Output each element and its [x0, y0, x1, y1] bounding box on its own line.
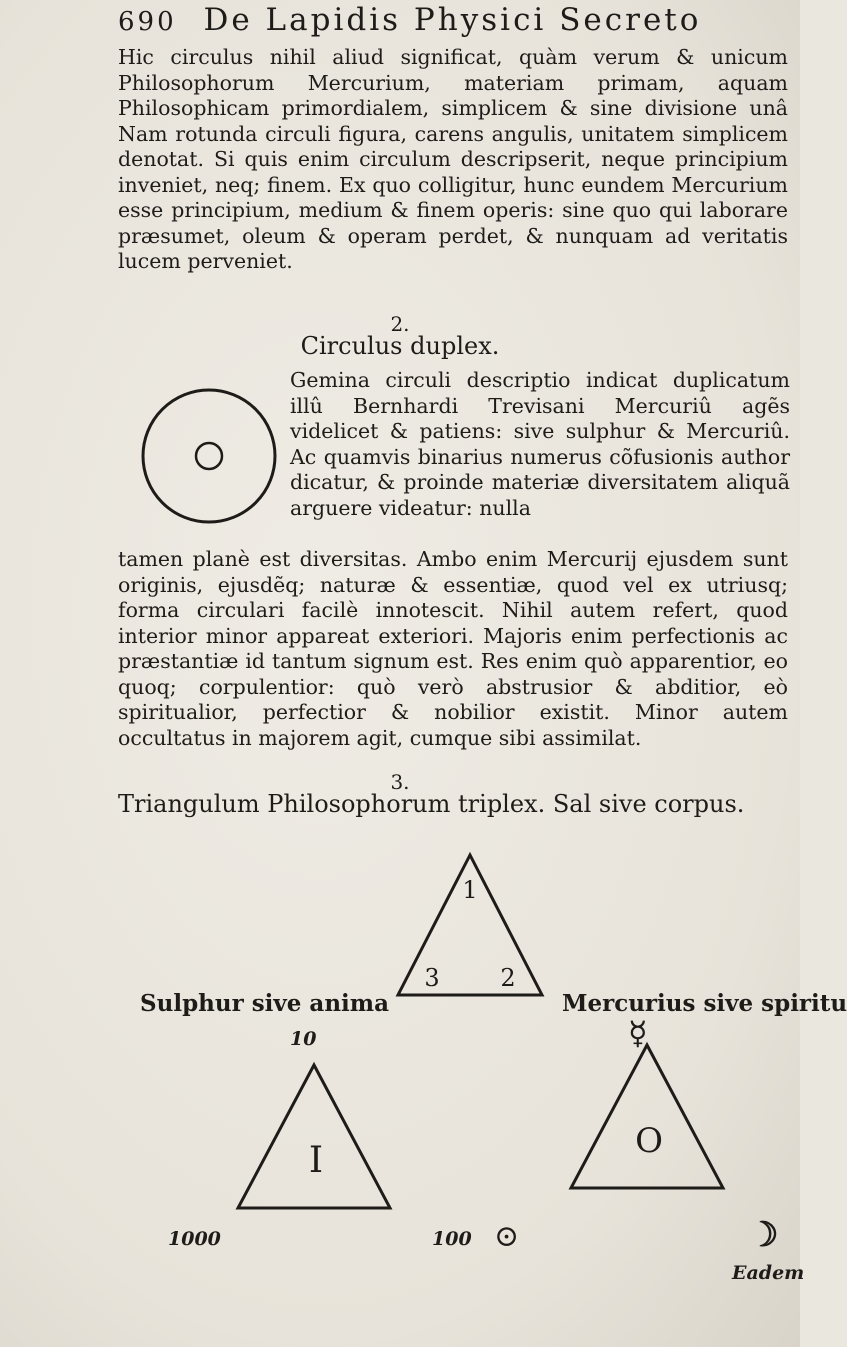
section-2-title: Circulus duplex.: [300, 332, 500, 360]
section-2-text-full: tamen planè est diversitas. Ambo enim Mercurij ejusdem sunt originis, ejusdẽq; naturæ & essentiæ, quod vel ex utriusq; forma circulari facilè innotescit. Nihil autem refert, quod interior minor appareat exteriori. Majoris enim perfectionis ac præstantiæ id tantum signum est. Res enim quò apparentior, eo quoq; corpulentior: quò verò abstrusior & abditior, eò spiritualior, perfectior & nobilior existit. Minor autem occultatus in majorem agit, cumque sibi assimilat.: [118, 547, 788, 750]
page-number: 690: [118, 7, 177, 37]
moon-symbol-icon: ☽: [748, 1215, 779, 1255]
number-100: 100: [432, 1228, 472, 1250]
left-triangle-figure: [232, 1060, 396, 1214]
section-2-text-beside-figure: [290, 368, 790, 521]
section-2-text-full-width: [118, 547, 788, 751]
paragraph-1: [118, 45, 788, 275]
catchword: Eadem: [732, 1262, 805, 1284]
right-triangle-figure: [565, 1040, 729, 1194]
top-triangle-label-top: 1: [462, 876, 478, 904]
top-triangle-label-right: 2: [500, 964, 516, 992]
top-triangle-label-left: 3: [424, 964, 440, 992]
label-mercurius: Mercurius sive spiritu: [562, 990, 847, 1017]
sun-symbol-icon: ⊙: [494, 1219, 520, 1254]
running-header: [118, 2, 758, 42]
section-2-number: 2.: [390, 312, 410, 336]
number-1000: 1000: [168, 1228, 221, 1250]
section-2-text-beside: Gemina circuli descriptio indicat duplicatum illû Bernhardi Trevisani Mercuriû agẽs videlicet & patiens: sive sulphur & Mercuriû. Ac quamvis binarius numerus cõfusionis author dicatur, & proinde materiæ diversitatem aliquã arguere videatur: nulla: [290, 368, 790, 520]
right-triangle-label: O: [635, 1121, 663, 1161]
running-title: De Lapidis Physici Secreto: [203, 2, 702, 38]
number-10: 10: [290, 1028, 317, 1050]
section-3-number: 3.: [390, 770, 410, 794]
paragraph-1-text: Hic circulus nihil aliud significat, quàm verum & unicum Philosophorum Mercurium, materiam primam, aquam Philosophicam primordialem, simplicem & sine divisione unâ Nam rotunda circuli figura, carens angulis, unitatem simplicem denotat. Si quis enim circulum descripserit, neque principium inveniet, neq; finem. Ex quo colligitur, hunc eundem Mercurium esse principium, medium & finem operis: sine quo qui laborare præsumet, oleum & operam perdet, & nunquam ad veritatis lucem perveniet.: [118, 45, 788, 273]
top-triangle-figure: [390, 850, 550, 1000]
left-triangle-label: I: [308, 1140, 324, 1181]
mercury-symbol-icon: ☿: [628, 1014, 648, 1052]
double-circle-figure: [138, 385, 280, 527]
section-3-title: Triangulum Philosophorum triplex. Sal sive corpus.: [118, 790, 745, 818]
label-sulphur: Sulphur sive anima: [140, 990, 390, 1017]
